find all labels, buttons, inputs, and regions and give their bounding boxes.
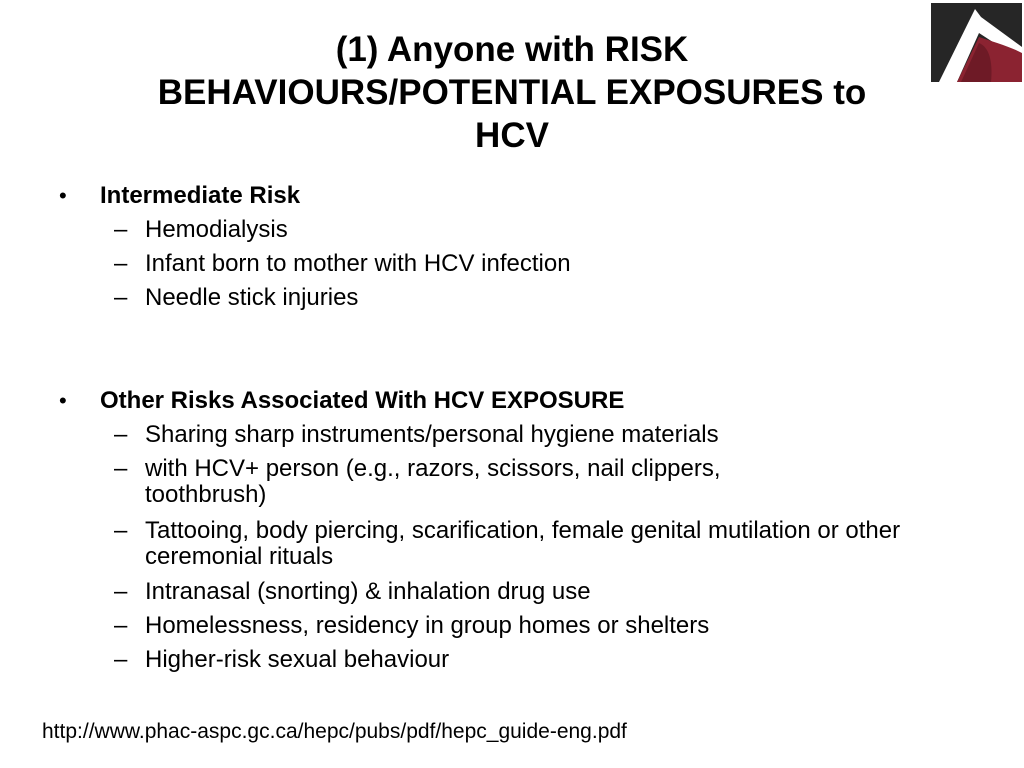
- dash-icon: –: [114, 578, 128, 605]
- dash-icon: –: [114, 646, 128, 673]
- liver-logo-icon: [931, 3, 1022, 82]
- dash-icon: –: [114, 421, 128, 448]
- dash-icon: –: [114, 250, 128, 277]
- list-item: Homelessness, residency in group homes or shelters: [145, 612, 710, 639]
- list-item: Sharing sharp instruments/personal hygiene materials: [145, 421, 719, 448]
- dash-icon: –: [114, 216, 128, 243]
- list-item: Higher-risk sexual behaviour: [145, 646, 450, 673]
- dash-icon: –: [114, 455, 128, 482]
- title-line: (1) Anyone with RISK: [335, 30, 689, 69]
- dash-icon: –: [114, 517, 128, 544]
- title-line: BEHAVIOURS/POTENTIAL EXPOSURES to: [157, 73, 867, 112]
- title-line: HCV: [475, 116, 549, 155]
- source-link[interactable]: http://www.phac-aspc.gc.ca/hepc/pubs/pdf/hepc_guide-eng.pdf: [42, 720, 627, 743]
- list-item: with HCV+ person (e.g., razors, scissors, nail clippers, toothbrush): [145, 455, 721, 508]
- list-item: Intranasal (snorting) & inhalation drug use: [145, 578, 591, 605]
- list-item: Tattooing, body piercing, scarification, female genital mutilation or other ceremonial rituals: [145, 517, 901, 570]
- dash-icon: –: [114, 612, 128, 639]
- list-item: Needle stick injuries: [145, 284, 359, 311]
- section-heading: Other Risks Associated With HCV EXPOSURE: [100, 387, 625, 414]
- bullet-icon: •: [59, 388, 67, 413]
- list-item: Hemodialysis: [145, 216, 288, 243]
- slide-title: [80, 28, 944, 157]
- bullet-icon: •: [59, 183, 67, 208]
- list-item: Infant born to mother with HCV infection: [145, 250, 571, 277]
- dash-icon: –: [114, 284, 128, 311]
- section-heading: Intermediate Risk: [100, 182, 301, 209]
